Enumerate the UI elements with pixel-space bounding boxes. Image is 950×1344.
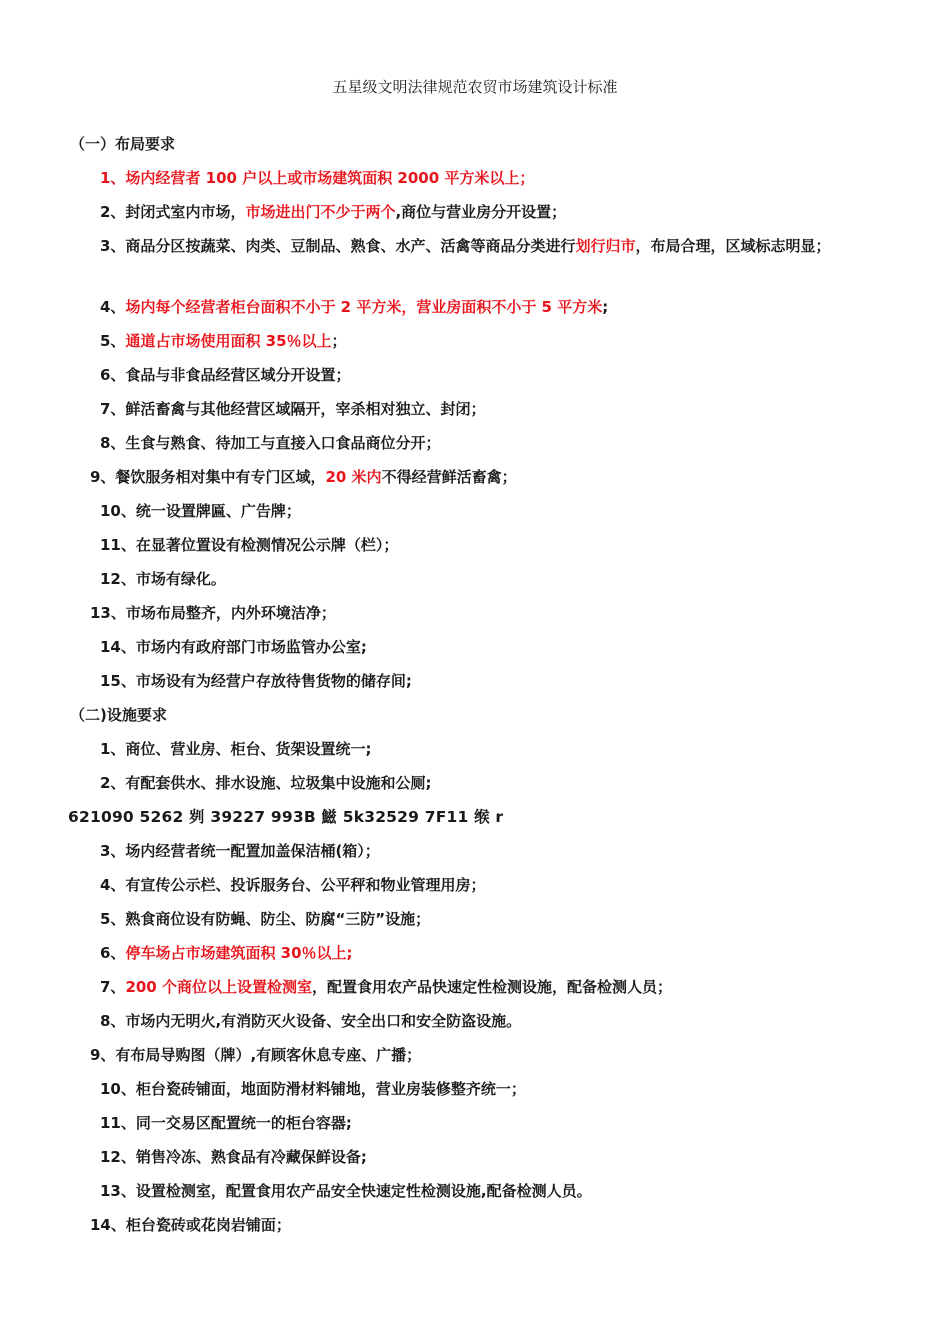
layout-item-4 (0, 297, 950, 331)
layout-item-13-text: 13、市场布局整齐，内外环境洁净； (90, 604, 336, 622)
layout-item-1-text: 1、场内经营者 100 户以上或市场建筑面积 2000 平方米以上； (100, 169, 535, 187)
layout-item-3-text-b: 划行归市 (575, 237, 636, 255)
layout-item-13 (0, 603, 950, 637)
facility-item-8 (0, 1011, 950, 1045)
layout-item-5-text-b: 通道占市场使用面积 35％以上 (125, 332, 332, 350)
layout-item-5 (0, 331, 950, 365)
layout-item-10-text: 10、统一设置牌匾、广告牌； (100, 502, 301, 520)
section-heading-layout: （一）布局要求 (70, 135, 176, 153)
facility-item-1 (0, 739, 950, 773)
facility-item-10-text: 10、柜台瓷砖铺面，地面防滑材料铺地，营业房装修整齐统一； (100, 1080, 526, 1098)
facility-item-10 (0, 1079, 950, 1113)
facility-item-5-text: 5、熟食商位设有防蝇、防尘、防腐“三防”设施； (100, 910, 431, 928)
layout-item-2-text-b: 市场进出门不少于两个 (245, 203, 396, 221)
layout-item-4-text-c: ; (602, 298, 609, 316)
facility-item-7-text-a: 7、 (100, 978, 126, 996)
document-body (0, 134, 950, 1249)
garbled-code-line (0, 807, 950, 841)
layout-item-12 (0, 569, 950, 603)
layout-item-10 (0, 501, 950, 535)
facility-item-11 (0, 1113, 950, 1147)
facility-item-12 (0, 1147, 950, 1181)
layout-item-14 (0, 637, 950, 671)
layout-item-2-text-c: ,商位与营业房分开设置； (395, 203, 567, 221)
facility-item-11-text: 11、同一交易区配置统一的柜台容器; (100, 1114, 352, 1132)
facility-item-7-text-b: 200 个商位以上设置检测室 (125, 978, 312, 996)
layout-item-6 (0, 365, 950, 399)
layout-item-12-text: 12、市场有绿化。 (100, 570, 226, 588)
layout-item-14-text: 14、市场内有政府部门市场监管办公室; (100, 638, 367, 656)
facility-item-6 (0, 943, 950, 977)
layout-item-15-text: 15、市场设有为经营户存放待售货物的储存间; (100, 672, 412, 690)
facility-item-9 (0, 1045, 950, 1079)
facility-item-2-text: 2、有配套供水、排水设施、垃圾集中设施和公厕; (100, 774, 432, 792)
layout-item-7 (0, 399, 950, 433)
garbled-code-text: 621090 5262 刿 39227 993B 鰦 5k32529 7F11 缑 r (68, 808, 504, 826)
facility-item-2 (0, 773, 950, 807)
facility-item-12-text: 12、销售冷冻、熟食品有冷藏保鲜设备; (100, 1148, 367, 1166)
layout-item-5-text-c: ； (331, 332, 347, 350)
layout-item-7-text: 7、鲜活畜禽与其他经营区域隔开，宰杀相对独立、封闭； (100, 400, 486, 418)
layout-item-3 (0, 229, 950, 297)
facility-item-7 (0, 977, 950, 1011)
layout-item-1 (0, 168, 950, 202)
facility-item-7-text-c: ，配置食用农产品快速定性检测设施，配备检测人员； (311, 978, 672, 996)
layout-item-8 (0, 433, 950, 467)
section-heading-facilities: （二)设施要求 (70, 706, 167, 724)
facility-item-5 (0, 909, 950, 943)
layout-item-4-text-a: 4、 (100, 298, 126, 316)
facility-item-4-text: 4、有宣传公示栏、投诉服务台、公平秤和物业管理用房； (100, 876, 486, 894)
facility-item-6-text-b: 停车场占市场建筑面积 30％以上; (125, 944, 353, 962)
layout-item-3-text-c: ，布局合理，区域标志明显； (635, 237, 831, 255)
layout-item-8-text: 8、生食与熟食、待加工与直接入口食品商位分开； (100, 434, 441, 452)
facility-item-14-text: 14、柜台瓷砖或花岗岩铺面； (90, 1216, 291, 1234)
layout-item-5-text-a: 5、 (100, 332, 126, 350)
layout-item-11 (0, 535, 950, 569)
layout-item-9 (0, 467, 950, 501)
facility-item-4 (0, 875, 950, 909)
facility-item-1-text: 1、商位、营业房、柜台、货架设置统一; (100, 740, 372, 758)
layout-item-6-text: 6、食品与非食品经营区域分开设置； (100, 366, 351, 384)
facility-item-13 (0, 1181, 950, 1215)
layout-item-11-text: 11、在显著位置设有检测情况公示牌（栏）； (100, 536, 399, 554)
facility-item-8-text: 8、市场内无明火,有消防灭火设备、安全出口和安全防盗设施。 (100, 1012, 522, 1030)
facility-item-9-text: 9、有布局导购图（牌）,有顾客休息专座、广播； (90, 1046, 422, 1064)
facility-item-3-text: 3、场内经营者统一配置加盖保洁桶(箱）； (100, 842, 380, 860)
layout-item-2-text-a: 2、封闭式室内市场， (100, 203, 246, 221)
facility-item-13-text: 13、设置检测室，配置食用农产品安全快速定性检测设施,配备检测人员。 (100, 1182, 592, 1200)
facility-item-3 (0, 841, 950, 875)
facility-item-14 (0, 1215, 950, 1249)
layout-item-9-text-a: 9、餐饮服务相对集中有专门区域， (90, 468, 326, 486)
document-title: 五星级文明法律规范农贸市场建筑设计标准 (332, 78, 618, 96)
layout-item-9-text-c: 不得经营鲜活畜禽； (381, 468, 517, 486)
layout-item-4-text-b: 场内每个经营者柜台面积不小于 2 平方米，营业房面积不小于 5 平方米 (125, 298, 603, 316)
layout-item-3-text-a: 3、商品分区按蔬菜、肉类、豆制品、熟食、水产、活禽等商品分类进行 (100, 237, 576, 255)
layout-item-9-text-b: 20 米内 (325, 468, 382, 486)
layout-item-15 (0, 671, 950, 705)
facility-item-6-text-a: 6、 (100, 944, 126, 962)
